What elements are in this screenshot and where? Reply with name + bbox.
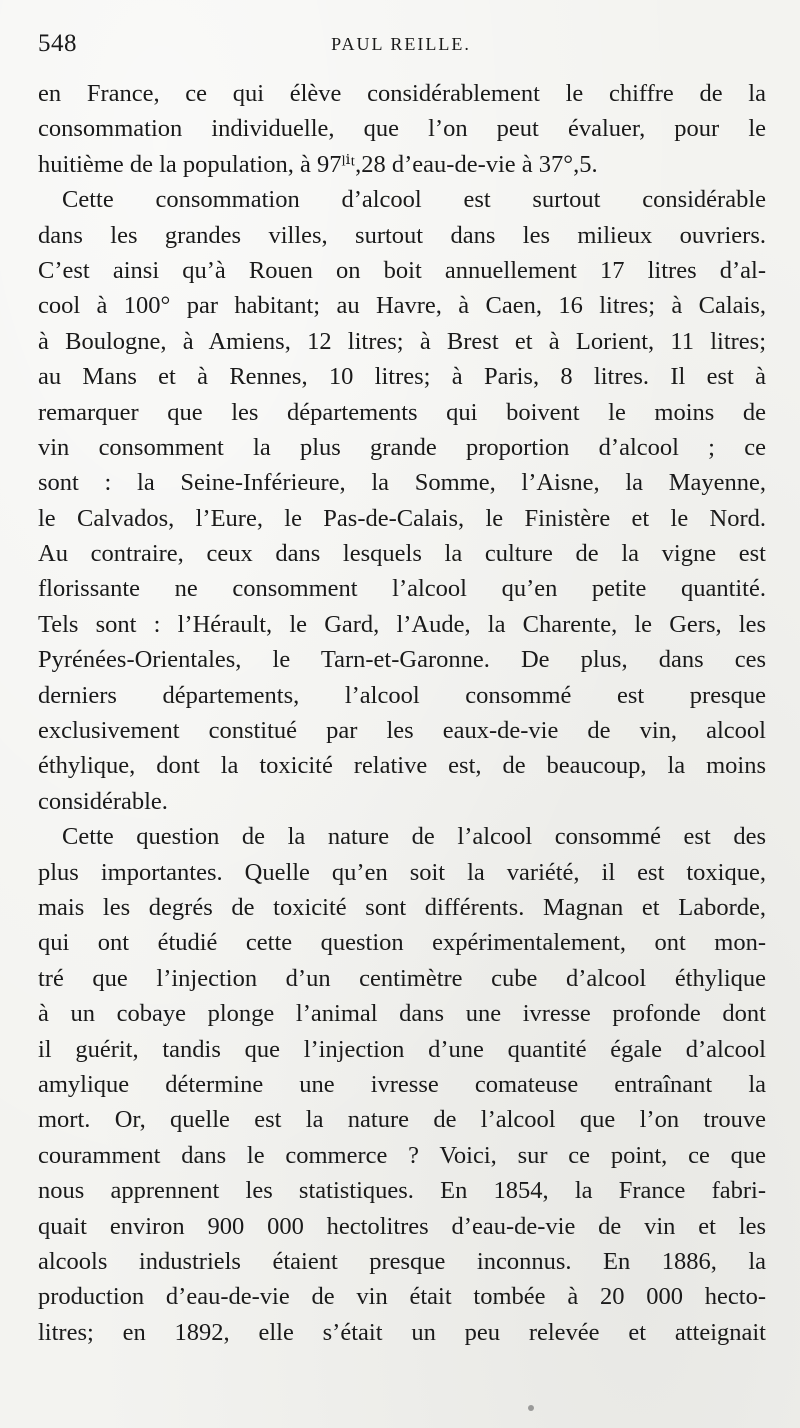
text-line xyxy=(38,465,766,500)
text-line xyxy=(38,182,766,217)
text-line xyxy=(38,111,766,146)
text-line xyxy=(38,1244,766,1279)
text-line xyxy=(38,713,766,748)
text-line-content: quait environ 900 000 hectolitres d’eau-de-vie de vin et les xyxy=(38,1212,766,1240)
text-line-content: florissante ne consomment l’alcool qu’en petite quantité. xyxy=(38,575,766,603)
text-line-content: sont : la Seine-Inférieure, la Somme, l’Aisne, la Mayenne, xyxy=(38,469,766,497)
text-line xyxy=(38,536,766,571)
text-line-content: production d’eau-de-vie de vin était tombée à 20 000 hecto- xyxy=(38,1283,766,1311)
text-line-content: C’est ainsi qu’à Rouen on boit annuellement 17 litres d’al- xyxy=(38,256,766,284)
text-line-content: amylique détermine une ivresse comateuse entraînant la xyxy=(38,1070,766,1098)
text-line-content: à Boulogne, à Amiens, 12 litres; à Brest et à Lorient, 11 litres; xyxy=(38,327,766,355)
text-line xyxy=(38,395,766,430)
text-line xyxy=(38,501,766,536)
text-line-content: huitième de la population, à 97ˡⁱᵗ,28 d’eau-de-vie à 37°,5. xyxy=(38,150,598,178)
text-line xyxy=(38,324,766,359)
text-line xyxy=(38,147,766,182)
text-line-content: nous apprennent les statistiques. En 1854, la France fabri- xyxy=(38,1177,766,1205)
text-line-content: plus importantes. Quelle qu’en soit la variété, il est toxique, xyxy=(38,858,766,886)
text-line xyxy=(38,1032,766,1067)
text-line xyxy=(38,890,766,925)
text-line xyxy=(38,1209,766,1244)
text-line-content: consommation individuelle, que l’on peut évaluer, pour le xyxy=(38,115,766,143)
ink-speck xyxy=(528,1405,534,1411)
text-line-content: éthylique, dont la toxicité relative est, de beaucoup, la moins xyxy=(38,752,766,780)
text-line xyxy=(38,678,766,713)
running-head: PAUL REILLE. xyxy=(331,34,471,54)
text-line-content: Tels sont : l’Hérault, le Gard, l’Aude, la Charente, le Gers, les xyxy=(38,610,766,638)
text-line-content: mort. Or, quelle est la nature de l’alcool que l’on trouve xyxy=(38,1106,766,1134)
text-line-content: Au contraire, ceux dans lesquels la culture de la vigne est xyxy=(38,540,766,568)
text-line-content: Pyrénées-Orientales, le Tarn-et-Garonne. De plus, dans ces xyxy=(38,646,766,674)
text-line-content: remarquer que les départements qui boivent le moins de xyxy=(38,398,766,426)
page-number: 548 xyxy=(38,30,77,57)
text-line xyxy=(38,430,766,465)
text-line-content: mais les degrés de toxicité sont différents. Magnan et Laborde, xyxy=(38,893,766,921)
text-line xyxy=(38,819,766,854)
text-line-content: le Calvados, l’Eure, le Pas-de-Calais, le Finistère et le Nord. xyxy=(38,504,766,532)
text-line xyxy=(38,748,766,783)
text-line-content: derniers départements, l’alcool consommé est presque xyxy=(38,681,766,709)
text-line xyxy=(38,642,766,677)
text-line xyxy=(38,1067,766,1102)
text-line-content: vin consomment la plus grande proportion d’alcool ; ce xyxy=(38,433,766,461)
text-line xyxy=(38,961,766,996)
text-line-content: à un cobaye plonge l’animal dans une ivresse profonde dont xyxy=(38,1000,766,1028)
text-line xyxy=(38,996,766,1031)
text-line xyxy=(38,925,766,960)
text-line xyxy=(38,1138,766,1173)
text-line-content: tré que l’injection d’un centimètre cube d’alcool éthylique xyxy=(38,964,766,992)
text-line xyxy=(38,1315,766,1350)
text-line-content: dans les grandes villes, surtout dans les milieux ouvriers. xyxy=(38,221,766,249)
text-line-content: Cette consommation d’alcool est surtout considérable xyxy=(62,186,766,214)
text-line-content: couramment dans le commerce ? Voici, sur ce point, ce que xyxy=(38,1141,766,1169)
text-line-content: cool à 100° par habitant; au Havre, à Caen, 16 litres; à Calais, xyxy=(38,292,766,320)
text-line xyxy=(38,359,766,394)
text-line xyxy=(38,253,766,288)
text-line-content: Cette question de la nature de l’alcool consommé est des xyxy=(62,823,766,851)
body-text xyxy=(38,76,766,1350)
text-line xyxy=(38,1279,766,1314)
text-line xyxy=(38,76,766,111)
text-line xyxy=(38,855,766,890)
page-header xyxy=(38,30,764,64)
text-line-content: qui ont étudié cette question expérimentalement, ont mon- xyxy=(38,929,766,957)
text-line xyxy=(38,1102,766,1137)
text-line xyxy=(38,1173,766,1208)
text-line-content: exclusivement constitué par les eaux-de-vie de vin, alcool xyxy=(38,717,766,745)
text-line xyxy=(38,784,766,819)
text-line-content: en France, ce qui élève considérablement le chiffre de la xyxy=(38,80,766,107)
text-line-content: litres; en 1892, elle s’était un peu relevée et atteignait xyxy=(38,1318,766,1346)
text-line-content: considérable. xyxy=(38,787,168,815)
text-line xyxy=(38,288,766,323)
text-line xyxy=(38,218,766,253)
text-line xyxy=(38,607,766,642)
text-line-content: au Mans et à Rennes, 10 litres; à Paris, 8 litres. Il est à xyxy=(38,363,766,391)
text-line-content: il guérit, tandis que l’injection d’une quantité égale d’alcool xyxy=(38,1035,766,1063)
text-line-content: alcools industriels étaient presque inconnus. En 1886, la xyxy=(38,1247,766,1275)
text-line xyxy=(38,571,766,606)
